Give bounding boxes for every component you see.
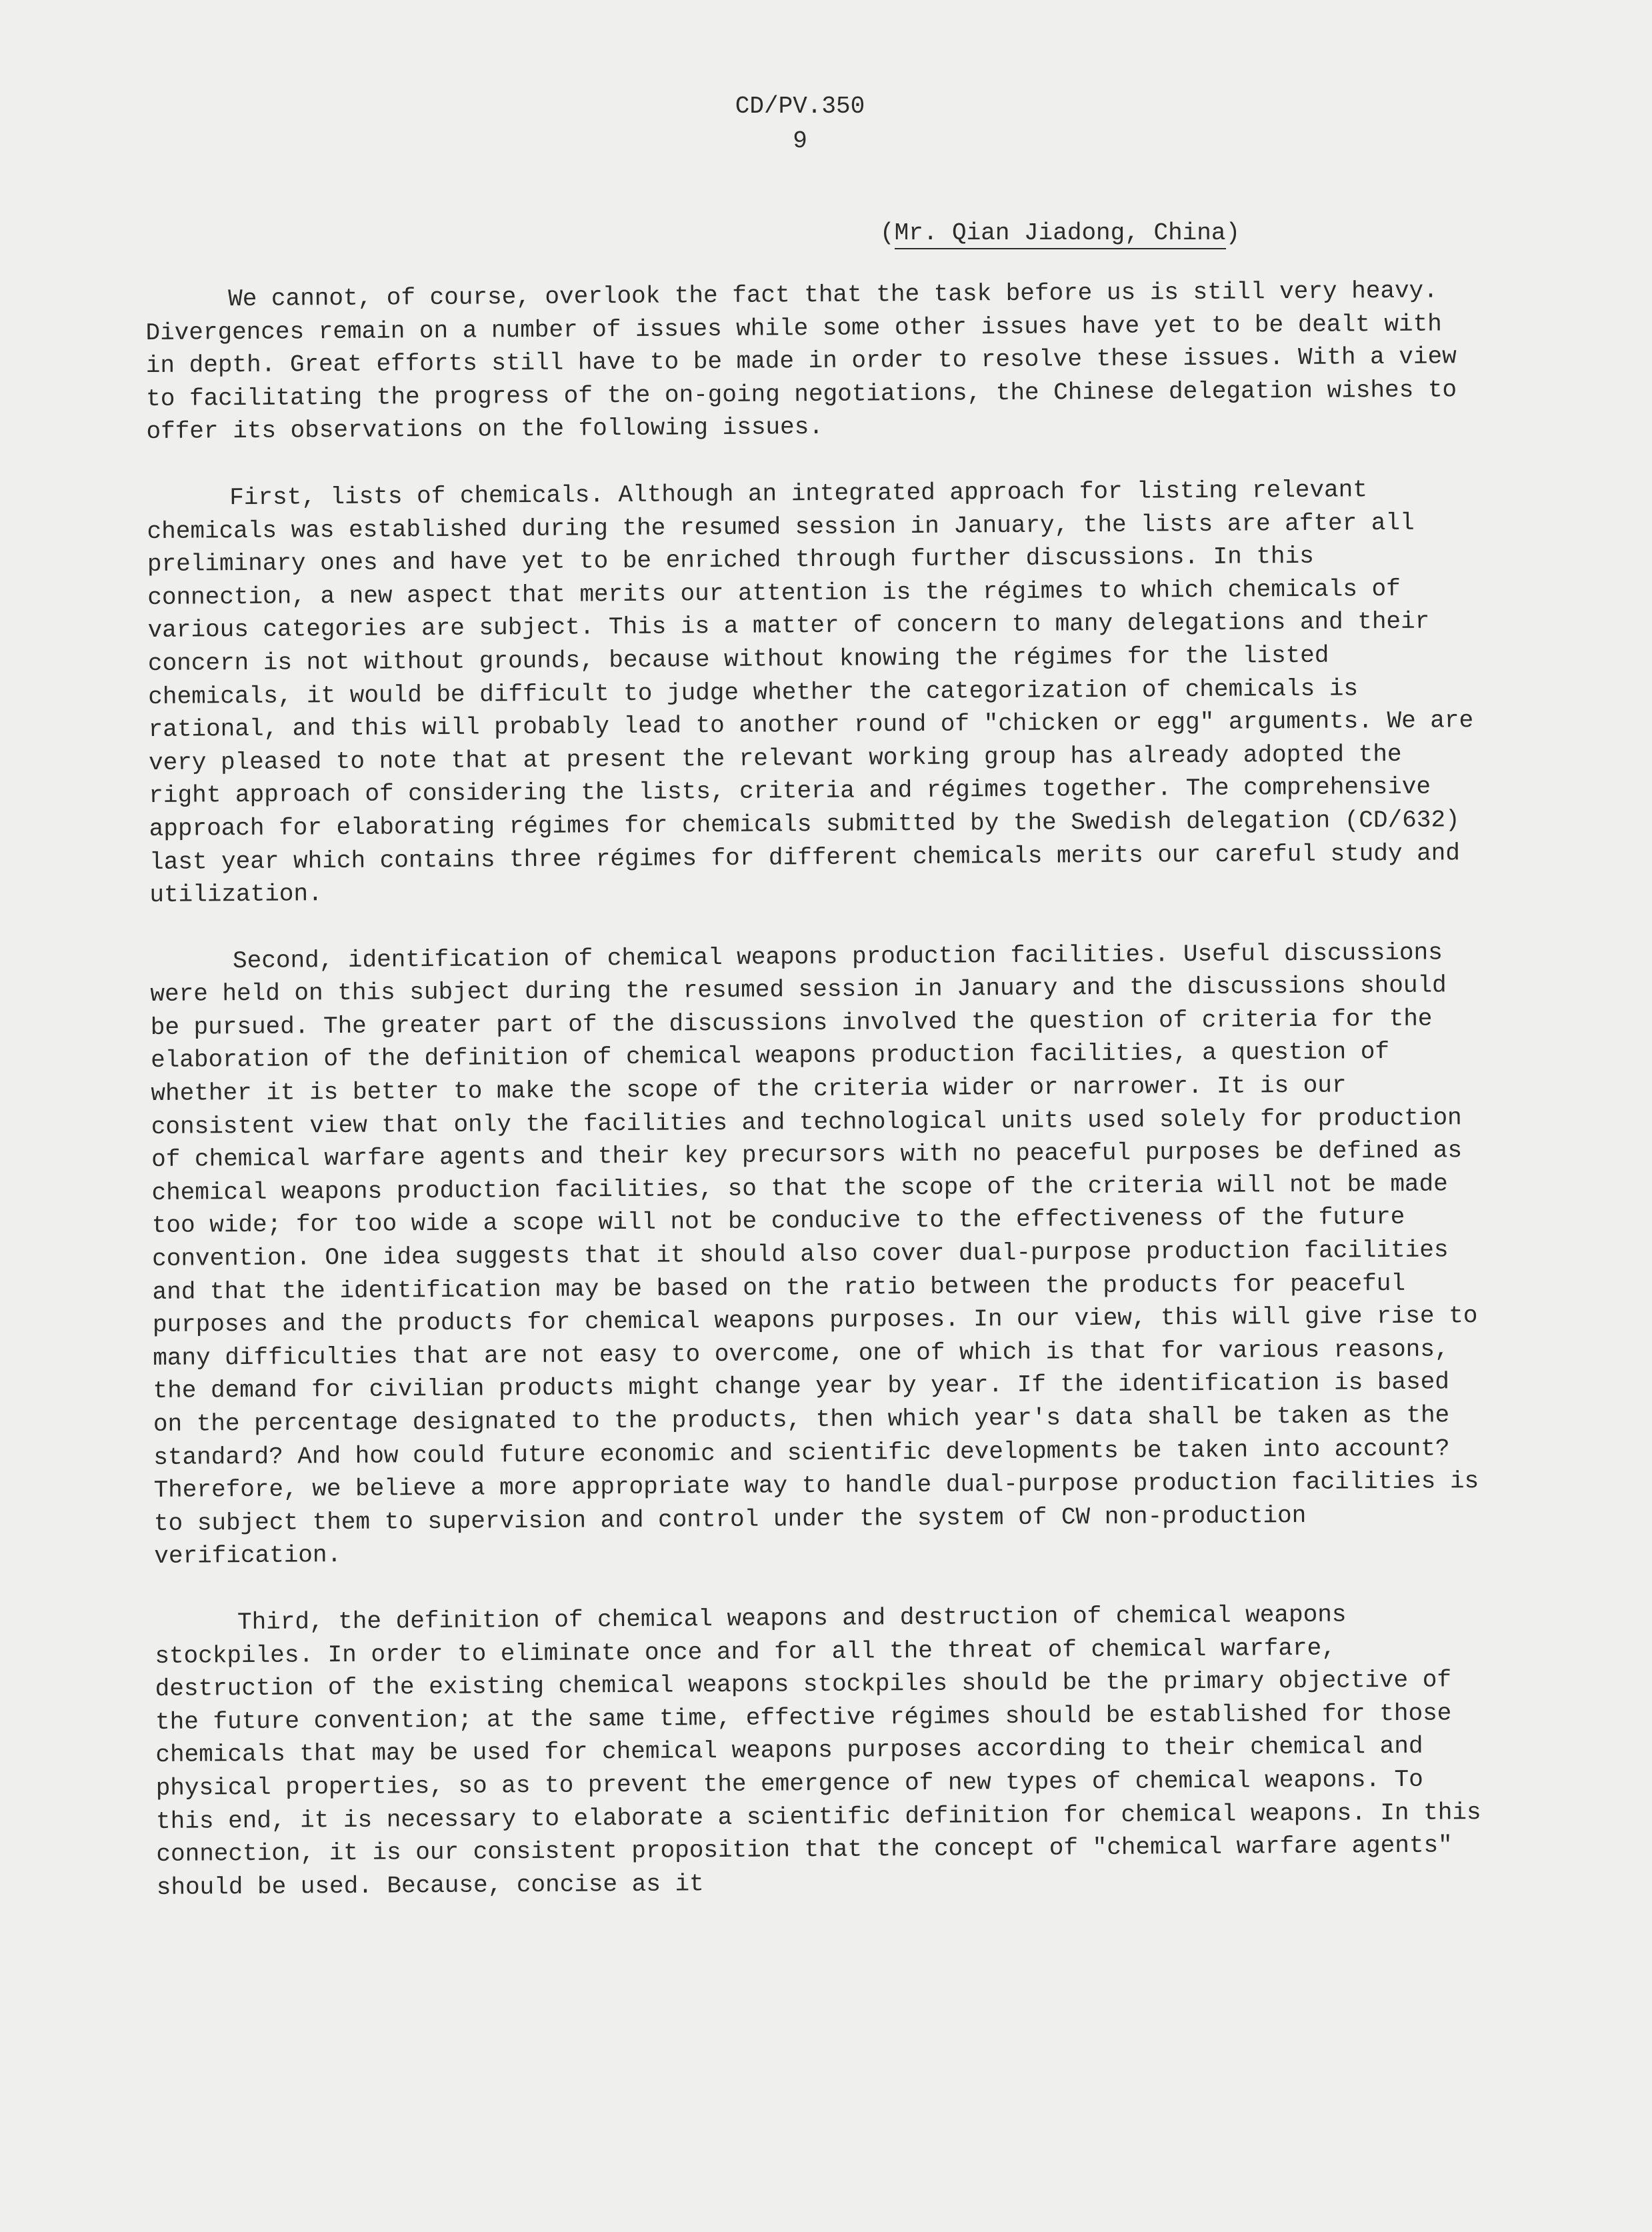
paragraph-lists-of-chemicals: First, lists of chemicals. Although an integrated approach for listing relevant chemicals was established during the resumed session in January, the lists are after all preliminary ones and have yet to be enriched through further discussions. In this connection, a new aspect that merits our attention is the régimes to which chemicals of various categories are subject. This is a matter of concern to many delegations and their concern is not without grounds, because without knowing the régimes for the listed chemicals, it would be difficult to judge whether the categorization of chemicals is rational, and this will probably lead to another round of "chicken or egg" arguments. We are very pleased to note that at present the relevant working group has already adopted the right approach of considering the lists, criteria and régimes together. The comprehensive approach for elaborating régimes for chemicals submitted by the Swedish delegation (CD/632) last year which contains three régimes for different chemicals merits our careful study and utilization.	[147, 476, 1474, 909]
speaker-name: Mr. Qian Jiadong, China	[895, 219, 1226, 249]
document-body	[145, 274, 1490, 1937]
paragraph-overview: We cannot, of course, overlook the fact that the task before us is still very heavy. Divergences remain on a number of issues while some other issues have yet to be dealt with in depth. Great efforts still have to be made in order to resolve these issues. With a view to facilitating the progress of the on-going negotiations, the Chinese delegation wishes to offer its observations on the following issues.	[145, 277, 1457, 446]
speaker-attribution: (Mr. Qian Jiadong, China)	[880, 219, 1240, 248]
paragraph-production-facilities: Second, identification of chemical weapons production facilities. Useful discussions were held on this subject during the resumed session in January and the discussions should be pursued. The greater part of the discussions involved the question of criteria for the elaboration of the definition of chemical weapons production facilities, a question of whether it is better to make the scope of the criteria wider or narrower. It is our consistent view that only the facilities and technological units used solely for production of chemical warfare agents and their key precursors with no peaceful purposes be defined as chemical weapons production facilities, so that the scope of the criteria will not be made too wide; for too wide a scope will not be conducive to the effectiveness of the future convention. One idea suggests that it should also cover dual-purpose production facilities and that the identification may be based on the ratio between the products for peaceful purposes and the products for chemical weapons purposes. In our view, this will give rise to many difficulties that are not easy to overcome, one of which is that for various reasons, the demand for civilian products might change year by year. If the identification is based on the percentage designated to the products, then which year's data shall be taken as the standard? And how could future economic and scientific developments be taken into account? Therefore, we believe a more appropriate way to handle dual-purpose production facilities is to subject them to supervision and control under the system of CW non-production verification.	[150, 939, 1479, 1571]
paragraph-definition-destruction: Third, the definition of chemical weapons and destruction of chemical weapons stockpiles. In order to eliminate once and for all the threat of chemical warfare, destruction of the existing chemical weapons stockpiles should be the primary objective of the future convention; at the same time, effective régimes should be established for those chemicals that may be used for chemical weapons purposes according to their chemical and physical properties, so as to prevent the emergence of new types of chemical weapons. To this end, it is necessary to elaborate a scientific definition for chemical weapons. In this connection, it is our consistent proposition that the concept of "chemical warfare agents" should be used. Because, concise as it	[155, 1601, 1481, 1901]
document-symbol: CD/PV.350	[735, 93, 865, 120]
page-number: 9	[793, 127, 807, 155]
